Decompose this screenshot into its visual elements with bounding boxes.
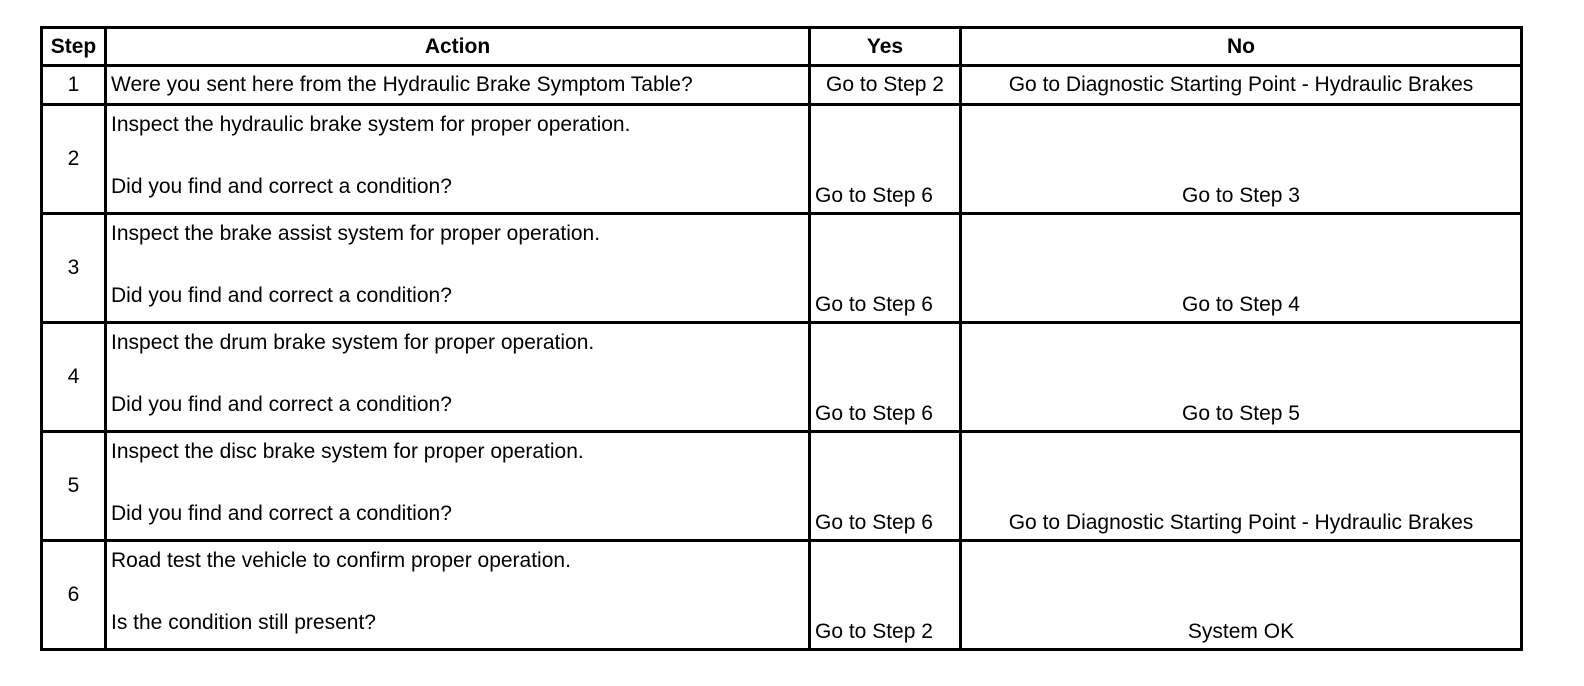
step-cell: 6 xyxy=(42,541,106,650)
header-no: No xyxy=(961,28,1522,66)
action-question: Did you find and correct a condition? xyxy=(111,175,452,198)
action-cell xyxy=(106,541,810,650)
step-cell: 1 xyxy=(42,66,106,105)
action-cell xyxy=(106,105,810,214)
step-cell: 2 xyxy=(42,105,106,214)
header-yes: Yes xyxy=(810,28,961,66)
yes-cell: Go to Step 6 xyxy=(810,214,961,323)
action-question: Did you find and correct a condition? xyxy=(111,284,452,307)
yes-cell: Go to Step 2 xyxy=(810,541,961,650)
no-cell: Go to Diagnostic Starting Point - Hydraulic Brakes xyxy=(961,66,1522,105)
yes-cell: Go to Step 6 xyxy=(810,323,961,432)
no-cell: System OK xyxy=(961,541,1522,650)
action-instruction: Inspect the disc brake system for proper operation. xyxy=(111,440,584,463)
action-instruction: Inspect the hydraulic brake system for proper operation. xyxy=(111,113,631,136)
table-row xyxy=(42,541,1522,650)
action-question: Did you find and correct a condition? xyxy=(111,393,452,416)
table-row xyxy=(42,432,1522,541)
step-cell: 5 xyxy=(42,432,106,541)
action-spacer xyxy=(111,253,804,281)
action-instruction: Road test the vehicle to confirm proper operation. xyxy=(111,549,571,572)
diagnostic-table xyxy=(40,26,1523,651)
action-instruction: Inspect the drum brake system for proper operation. xyxy=(111,331,595,354)
action-spacer xyxy=(111,362,804,390)
action-cell xyxy=(106,432,810,541)
table-row xyxy=(42,105,1522,214)
action-spacer xyxy=(111,471,804,499)
step-cell: 4 xyxy=(42,323,106,432)
action-cell xyxy=(106,323,810,432)
action-spacer xyxy=(111,144,804,172)
no-cell: Go to Diagnostic Starting Point - Hydraulic Brakes xyxy=(961,432,1522,541)
action-cell: Were you sent here from the Hydraulic Brake Symptom Table? xyxy=(106,66,810,105)
yes-cell: Go to Step 6 xyxy=(810,432,961,541)
action-question: Did you find and correct a condition? xyxy=(111,502,452,525)
table-row xyxy=(42,214,1522,323)
yes-cell: Go to Step 2 xyxy=(810,66,961,105)
yes-cell: Go to Step 6 xyxy=(810,105,961,214)
action-spacer xyxy=(111,580,804,608)
step-cell: 3 xyxy=(42,214,106,323)
diagnostic-table-container xyxy=(40,26,1523,651)
no-cell: Go to Step 4 xyxy=(961,214,1522,323)
table-row xyxy=(42,323,1522,432)
no-cell: Go to Step 3 xyxy=(961,105,1522,214)
table-header-row xyxy=(42,28,1522,66)
no-cell: Go to Step 5 xyxy=(961,323,1522,432)
action-instruction: Inspect the brake assist system for proper operation. xyxy=(111,222,601,245)
header-step: Step xyxy=(42,28,106,66)
action-cell xyxy=(106,214,810,323)
header-action: Action xyxy=(106,28,810,66)
action-question: Is the condition still present? xyxy=(111,611,376,634)
table-row xyxy=(42,66,1522,105)
